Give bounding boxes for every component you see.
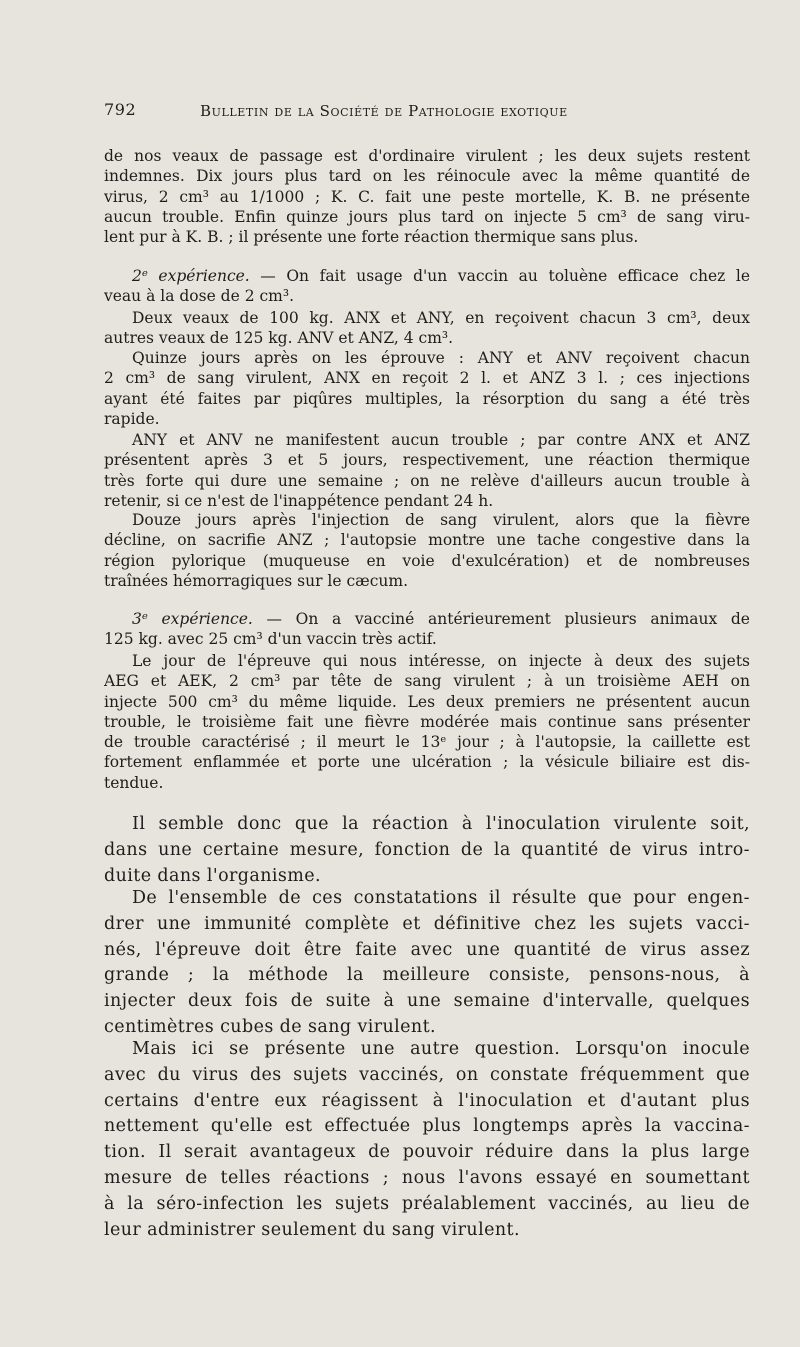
- text-line: grande ; la méthode la meilleure consiste, pensons-nous, à: [104, 965, 750, 986]
- section-heading: 3ᵉ expérience.: [132, 610, 253, 628]
- running-title: Bulletin de la Société de Pathologie exotique: [200, 102, 568, 120]
- text-line: Mais ici se présente une autre question. Lorsqu'on inocule: [132, 1039, 750, 1059]
- text-line: décline, on sacrifie ANZ ; l'autopsie montre une tache congestive dans la: [104, 531, 750, 550]
- text-line: drer une immunité complète et définitive chez les sujets vacci-: [104, 913, 750, 934]
- paragraph: [104, 430, 750, 511]
- text-line: autres veaux de 125 kg. ANV et ANZ, 4 cm³.: [104, 329, 454, 348]
- paragraph: [104, 651, 750, 793]
- text-line: de trouble caractérisé ; il meurt le 13ᵉ jour ; à l'autopsie, la caillette est: [104, 733, 750, 752]
- text-line: nés, l'épreuve doit être faite avec une quantité de virus assez: [104, 939, 750, 960]
- text-line: fortement enflammée et porte une ulcération ; la vésicule biliaire est dis-: [104, 753, 750, 772]
- paragraph: [104, 886, 750, 1041]
- text-line: veau à la dose de 2 cm³.: [104, 287, 295, 306]
- text-line: Le jour de l'épreuve qui nous intéresse, on injecte à deux des sujets: [132, 652, 750, 670]
- text-line: ayant été faites par piqûres multiples, la résorption du sang a été très: [104, 389, 750, 408]
- text-line: ANY et ANV ne manifestent aucun trouble ; par contre ANX et ANZ: [132, 431, 750, 449]
- text-line: — On fait usage d'un vaccin au toluène efficace chez le: [249, 267, 750, 285]
- text-line: rapide.: [104, 409, 160, 428]
- text-line: aucun trouble. Enfin quinze jours plus tard on injecte 5 cm³ de sang viru-: [104, 207, 750, 226]
- text-line: injecte 500 cm³ du même liquide. Les deux premiers ne présentent aucun: [104, 692, 750, 711]
- paragraph: [104, 348, 750, 429]
- text-line: Deux veaux de 100 kg. ANX et ANY, en reçoivent chacun 3 cm³, deux: [132, 309, 750, 327]
- text-line: dans une certaine mesure, fonction de la quantité de virus intro-: [104, 839, 750, 860]
- text-line: retenir, si ce n'est de l'inappétence pendant 24 h.: [104, 491, 494, 510]
- page-number: 792: [104, 100, 137, 119]
- text-line: virus, 2 cm³ au 1/1000 ; K. C. fait une peste mortelle, K. B. ne présente: [104, 187, 750, 206]
- text-line: indemnes. Dix jours plus tard on les réinocule avec la même quantité de: [104, 167, 750, 186]
- text-line: tendue.: [104, 773, 164, 792]
- text-line: à la séro-infection les sujets préalablement vaccinés, au lieu de: [104, 1193, 750, 1214]
- paragraph-experiment-2: [104, 266, 750, 307]
- text-line: lent pur à K. B. ; il présente une forte réaction thermique sans plus.: [104, 228, 639, 247]
- text-line: très forte qui dure une semaine ; on ne relève d'ailleurs aucun trouble à: [104, 471, 750, 490]
- text-line: injecter deux fois de suite à une semaine d'intervalle, quelques: [104, 991, 750, 1012]
- paragraph-experiment-3: [104, 609, 750, 650]
- text-line: Il semble donc que la réaction à l'inoculation virulente soit,: [132, 814, 750, 834]
- text-line: AEG et AEK, 2 cm³ par tête de sang virulent ; à un troisième AEH on: [104, 672, 750, 691]
- text-line: avec du virus des sujets vaccinés, on constate fréquemment que: [104, 1064, 750, 1085]
- text-line: trouble, le troisième fait une fièvre modérée mais continue sans présenter: [104, 712, 750, 731]
- text-line: nettement qu'elle est effectuée plus longtemps après la vaccina-: [104, 1116, 750, 1137]
- text-line: présentent après 3 et 5 jours, respectivement, une réaction thermique: [104, 451, 750, 470]
- paragraph: [104, 1037, 750, 1243]
- text-line: 125 kg. avec 25 cm³ d'un vaccin très actif.: [104, 630, 437, 649]
- text-line: certains d'entre eux réagissent à l'inoculation et d'autant plus: [104, 1090, 750, 1111]
- paragraph: [104, 510, 750, 591]
- text-line: région pylorique (muqueuse en voie d'exulcération) et de nombreuses: [104, 551, 750, 570]
- paragraph: [104, 308, 750, 349]
- text-line: 2 cm³ de sang virulent, ANX en reçoit 2 l. et ANZ 3 l. ; ces injections: [104, 369, 750, 388]
- text-line: — On a vacciné antérieurement plusieurs animaux de: [252, 610, 750, 628]
- text-line: Quinze jours après on les éprouve : ANY et ANV reçoivent chacun: [132, 349, 750, 367]
- section-heading: 2ᵉ expérience.: [132, 267, 250, 285]
- text-line: mesure de telles réactions ; nous l'avons essayé en soumettant: [104, 1167, 750, 1188]
- text-line: centimètres cubes de sang virulent.: [104, 1016, 436, 1037]
- text-line: Douze jours après l'injection de sang virulent, alors que la fièvre: [132, 511, 750, 529]
- page-header: [104, 100, 664, 124]
- text-line: traînées hémorragiques sur le cæcum.: [104, 571, 408, 590]
- text-line: duite dans l'organisme.: [104, 865, 321, 886]
- paragraph: [104, 812, 750, 889]
- text-line: De l'ensemble de ces constatations il résulte que pour engen-: [132, 888, 750, 908]
- paragraph: [104, 146, 750, 247]
- text-line: tion. Il serait avantageux de pouvoir réduire dans la plus large: [104, 1142, 750, 1163]
- text-line: leur administrer seulement du sang virulent.: [104, 1219, 520, 1240]
- text-line: de nos veaux de passage est d'ordinaire virulent ; les deux sujets restent: [104, 147, 750, 165]
